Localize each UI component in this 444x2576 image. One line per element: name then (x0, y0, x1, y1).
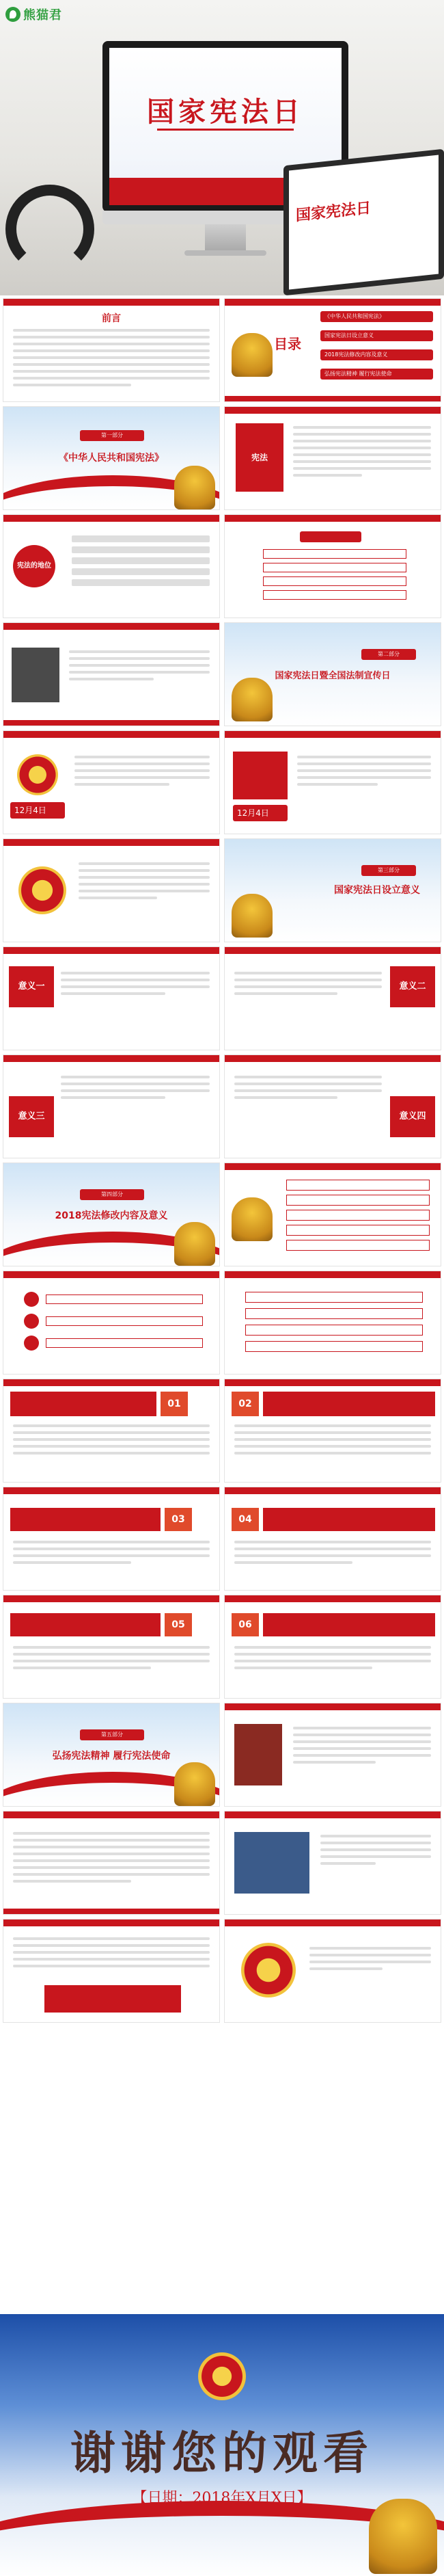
date-label: 12月4日 (10, 802, 65, 819)
logo-text (79, 862, 210, 903)
bottom-bar (3, 1909, 219, 1914)
step-number (24, 1314, 39, 1329)
top-bar (225, 1703, 441, 1710)
slide-amend-04[interactable] (224, 1487, 441, 1591)
top-bar (225, 731, 441, 738)
list-item (286, 1180, 430, 1191)
check-item (245, 1292, 423, 1303)
part-title: 国家宪法日设立意义 (334, 885, 420, 896)
amend-banner (263, 1392, 435, 1416)
slide-amend-01[interactable] (3, 1379, 220, 1483)
top-bar (3, 1271, 219, 1278)
oath-text (13, 1937, 210, 1971)
emblem-text (309, 1947, 431, 1974)
thanks-date: 【日期：2018年X月X日】 (132, 2490, 312, 2507)
top-bar (3, 1920, 219, 1926)
slide-part2[interactable] (224, 622, 441, 726)
amend-banner (263, 1613, 435, 1636)
meaning-text (234, 1076, 382, 1103)
step-number (24, 1336, 39, 1351)
list-item (286, 1225, 430, 1236)
top-bar (3, 1055, 219, 1062)
headphones-icon (5, 185, 94, 274)
detail-text (293, 426, 431, 481)
top-bar (225, 1271, 441, 1278)
meaning-label: 意义一 (9, 966, 54, 1007)
top-bar (225, 947, 441, 954)
slide-part3[interactable] (224, 838, 441, 942)
step-number (24, 1292, 39, 1307)
duty-text (320, 1835, 431, 1869)
leaf-icon (5, 7, 20, 22)
list-item (286, 1240, 430, 1251)
thanks-slide (0, 2314, 444, 2576)
amend-text (13, 1541, 210, 1568)
amend-text (234, 1646, 431, 1673)
foreword-title: 前言 (102, 313, 121, 324)
laptop (283, 149, 444, 295)
list-header (300, 531, 361, 542)
slide-meaning-3[interactable] (3, 1054, 220, 1158)
slide-meaning-2[interactable] (224, 946, 441, 1050)
top-bar (225, 299, 441, 306)
status-tag: 宪法的地位 (13, 545, 55, 587)
top-bar (3, 839, 219, 846)
meaning-text (234, 972, 382, 999)
screen-title: 国家宪法日 (147, 96, 304, 128)
part-label: 第二部分 (361, 649, 416, 660)
slide-amend-06[interactable] (224, 1595, 441, 1699)
slide-amend-03[interactable] (3, 1487, 220, 1591)
logo-text: 熊猫君 (23, 8, 62, 23)
list-item (263, 563, 406, 572)
slide-date-a[interactable] (3, 730, 220, 834)
constitution-day-logo (198, 2352, 246, 2400)
part-label: 第一部分 (80, 430, 144, 441)
meaning-label: 意义四 (390, 1096, 435, 1137)
list-item (263, 590, 406, 600)
slide-logo[interactable] (3, 838, 220, 942)
screen-subtitle-bar (109, 129, 342, 131)
amend-text (13, 1646, 210, 1673)
step-text (46, 1316, 203, 1326)
amend-number: 01 (161, 1392, 188, 1416)
amend-number: 05 (165, 1613, 192, 1636)
amend-banner (10, 1613, 161, 1636)
amend-banner (10, 1508, 161, 1531)
top-bar (225, 1379, 441, 1386)
toc-item[interactable]: 2018宪法修改内容及意义 (320, 349, 433, 360)
slide-amend-list[interactable] (224, 1163, 441, 1266)
slide-part4[interactable] (3, 1163, 220, 1266)
top-bar (225, 1487, 441, 1494)
slide-part5[interactable] (3, 1703, 220, 1807)
people-text (69, 650, 210, 685)
slide-meaning-1[interactable] (3, 946, 220, 1050)
list-item (286, 1210, 430, 1221)
foreword-text (13, 329, 210, 390)
lion-icon (174, 1762, 215, 1806)
meaning-text (61, 972, 210, 999)
people-photo (12, 648, 59, 702)
top-bar (225, 1595, 441, 1602)
top-bar (225, 1811, 441, 1818)
slide-date-b[interactable] (224, 730, 441, 834)
top-bar (3, 947, 219, 954)
duty-photo (234, 1832, 309, 1894)
logo (5, 5, 62, 23)
slide-amend-checks[interactable] (224, 1271, 441, 1375)
slide-spirit[interactable] (3, 1811, 220, 1915)
toc-item[interactable]: 国家宪法日设立意义 (320, 330, 433, 341)
list-item (263, 576, 406, 586)
toc-item[interactable]: 《中华人民共和国宪法》 (320, 311, 433, 322)
mission-photo (234, 1724, 282, 1785)
national-emblem-icon (17, 754, 58, 795)
top-bar (3, 515, 219, 522)
date-text (74, 756, 210, 790)
toc-item[interactable]: 弘扬宪法精神 履行宪法使命 (320, 369, 433, 380)
amend-text (234, 1424, 431, 1459)
step-text (46, 1294, 203, 1304)
toc-title: 目录 (274, 336, 301, 352)
bottom-bar (3, 720, 219, 726)
date-label: 12月4日 (233, 805, 288, 821)
slide-part1[interactable] (3, 406, 220, 510)
thanks-title: 谢谢您的观看 (70, 2427, 374, 2480)
top-bar (3, 1811, 219, 1818)
lion-icon (369, 2499, 437, 2574)
constitution-day-logo (18, 866, 66, 914)
slide-duty[interactable] (224, 1811, 441, 1915)
top-bar (225, 1055, 441, 1062)
slide-oath[interactable] (3, 1919, 220, 2023)
spirit-text (13, 1832, 210, 1887)
part-title: 国家宪法日暨全国法制宣传日 (275, 671, 391, 681)
top-bar (225, 1163, 441, 1170)
part-title: 2018宪法修改内容及意义 (55, 1210, 168, 1221)
slide-amend-02[interactable] (224, 1379, 441, 1483)
meaning-label: 意义三 (9, 1096, 54, 1137)
slide-emblem[interactable] (224, 1919, 441, 2023)
amend-number: 02 (232, 1392, 259, 1416)
slide-people[interactable] (3, 622, 220, 726)
lion-icon (232, 333, 273, 377)
amend-text (234, 1541, 431, 1568)
date-text (297, 756, 431, 790)
meaning-label: 意义二 (390, 966, 435, 1007)
lion-icon (232, 894, 273, 938)
lion-icon (232, 1197, 273, 1241)
part-label: 第四部分 (80, 1189, 144, 1200)
constitution-book: 宪法 (236, 423, 283, 492)
emblem-block (233, 752, 288, 799)
part-title: 弘扬宪法精神 履行宪法使命 (52, 1751, 171, 1762)
list-item (286, 1195, 430, 1206)
slide-amend-05[interactable] (3, 1595, 220, 1699)
slide-list[interactable] (224, 514, 441, 618)
national-emblem-icon (241, 1943, 296, 1997)
amend-number: 03 (165, 1508, 192, 1531)
oath-banner (44, 1985, 181, 2013)
top-bar (3, 299, 219, 306)
amend-number: 04 (232, 1508, 259, 1531)
bottom-bar (225, 396, 441, 401)
top-bar (225, 407, 441, 414)
list-item (263, 549, 406, 559)
hero-banner (0, 0, 444, 295)
part-label: 第五部分 (80, 1729, 144, 1740)
monitor-stand (205, 224, 246, 252)
lion-icon (232, 678, 273, 721)
amend-banner (263, 1508, 435, 1531)
amend-banner (10, 1392, 156, 1416)
laptop-title: 国家宪法日 (296, 199, 372, 225)
monitor-foot (184, 250, 266, 256)
meaning-text (61, 1076, 210, 1103)
top-bar (3, 1487, 219, 1494)
step-text (46, 1338, 203, 1348)
top-bar (225, 1920, 441, 1926)
top-bar (3, 731, 219, 738)
slide-foreword[interactable] (3, 298, 220, 402)
slide-amend-steps[interactable] (3, 1271, 220, 1375)
slide-mission[interactable] (224, 1703, 441, 1807)
amend-text (13, 1424, 210, 1459)
check-item (245, 1325, 423, 1336)
check-item (245, 1341, 423, 1352)
slide-status[interactable] (3, 514, 220, 618)
slide-meaning-4[interactable] (224, 1054, 441, 1158)
part-label: 第三部分 (361, 865, 416, 876)
check-item (245, 1308, 423, 1319)
top-bar (3, 1595, 219, 1602)
top-bar (3, 1379, 219, 1386)
lion-icon (174, 466, 215, 509)
part-title: 《中华人民共和国宪法》 (59, 453, 164, 464)
slide-part1-detail[interactable] (224, 406, 441, 510)
slide-toc[interactable] (224, 298, 441, 402)
amend-number: 06 (232, 1613, 259, 1636)
top-bar (3, 623, 219, 630)
lion-icon (174, 1222, 215, 1266)
top-bar (225, 515, 441, 522)
mission-text (293, 1727, 431, 1768)
status-list (72, 535, 210, 590)
